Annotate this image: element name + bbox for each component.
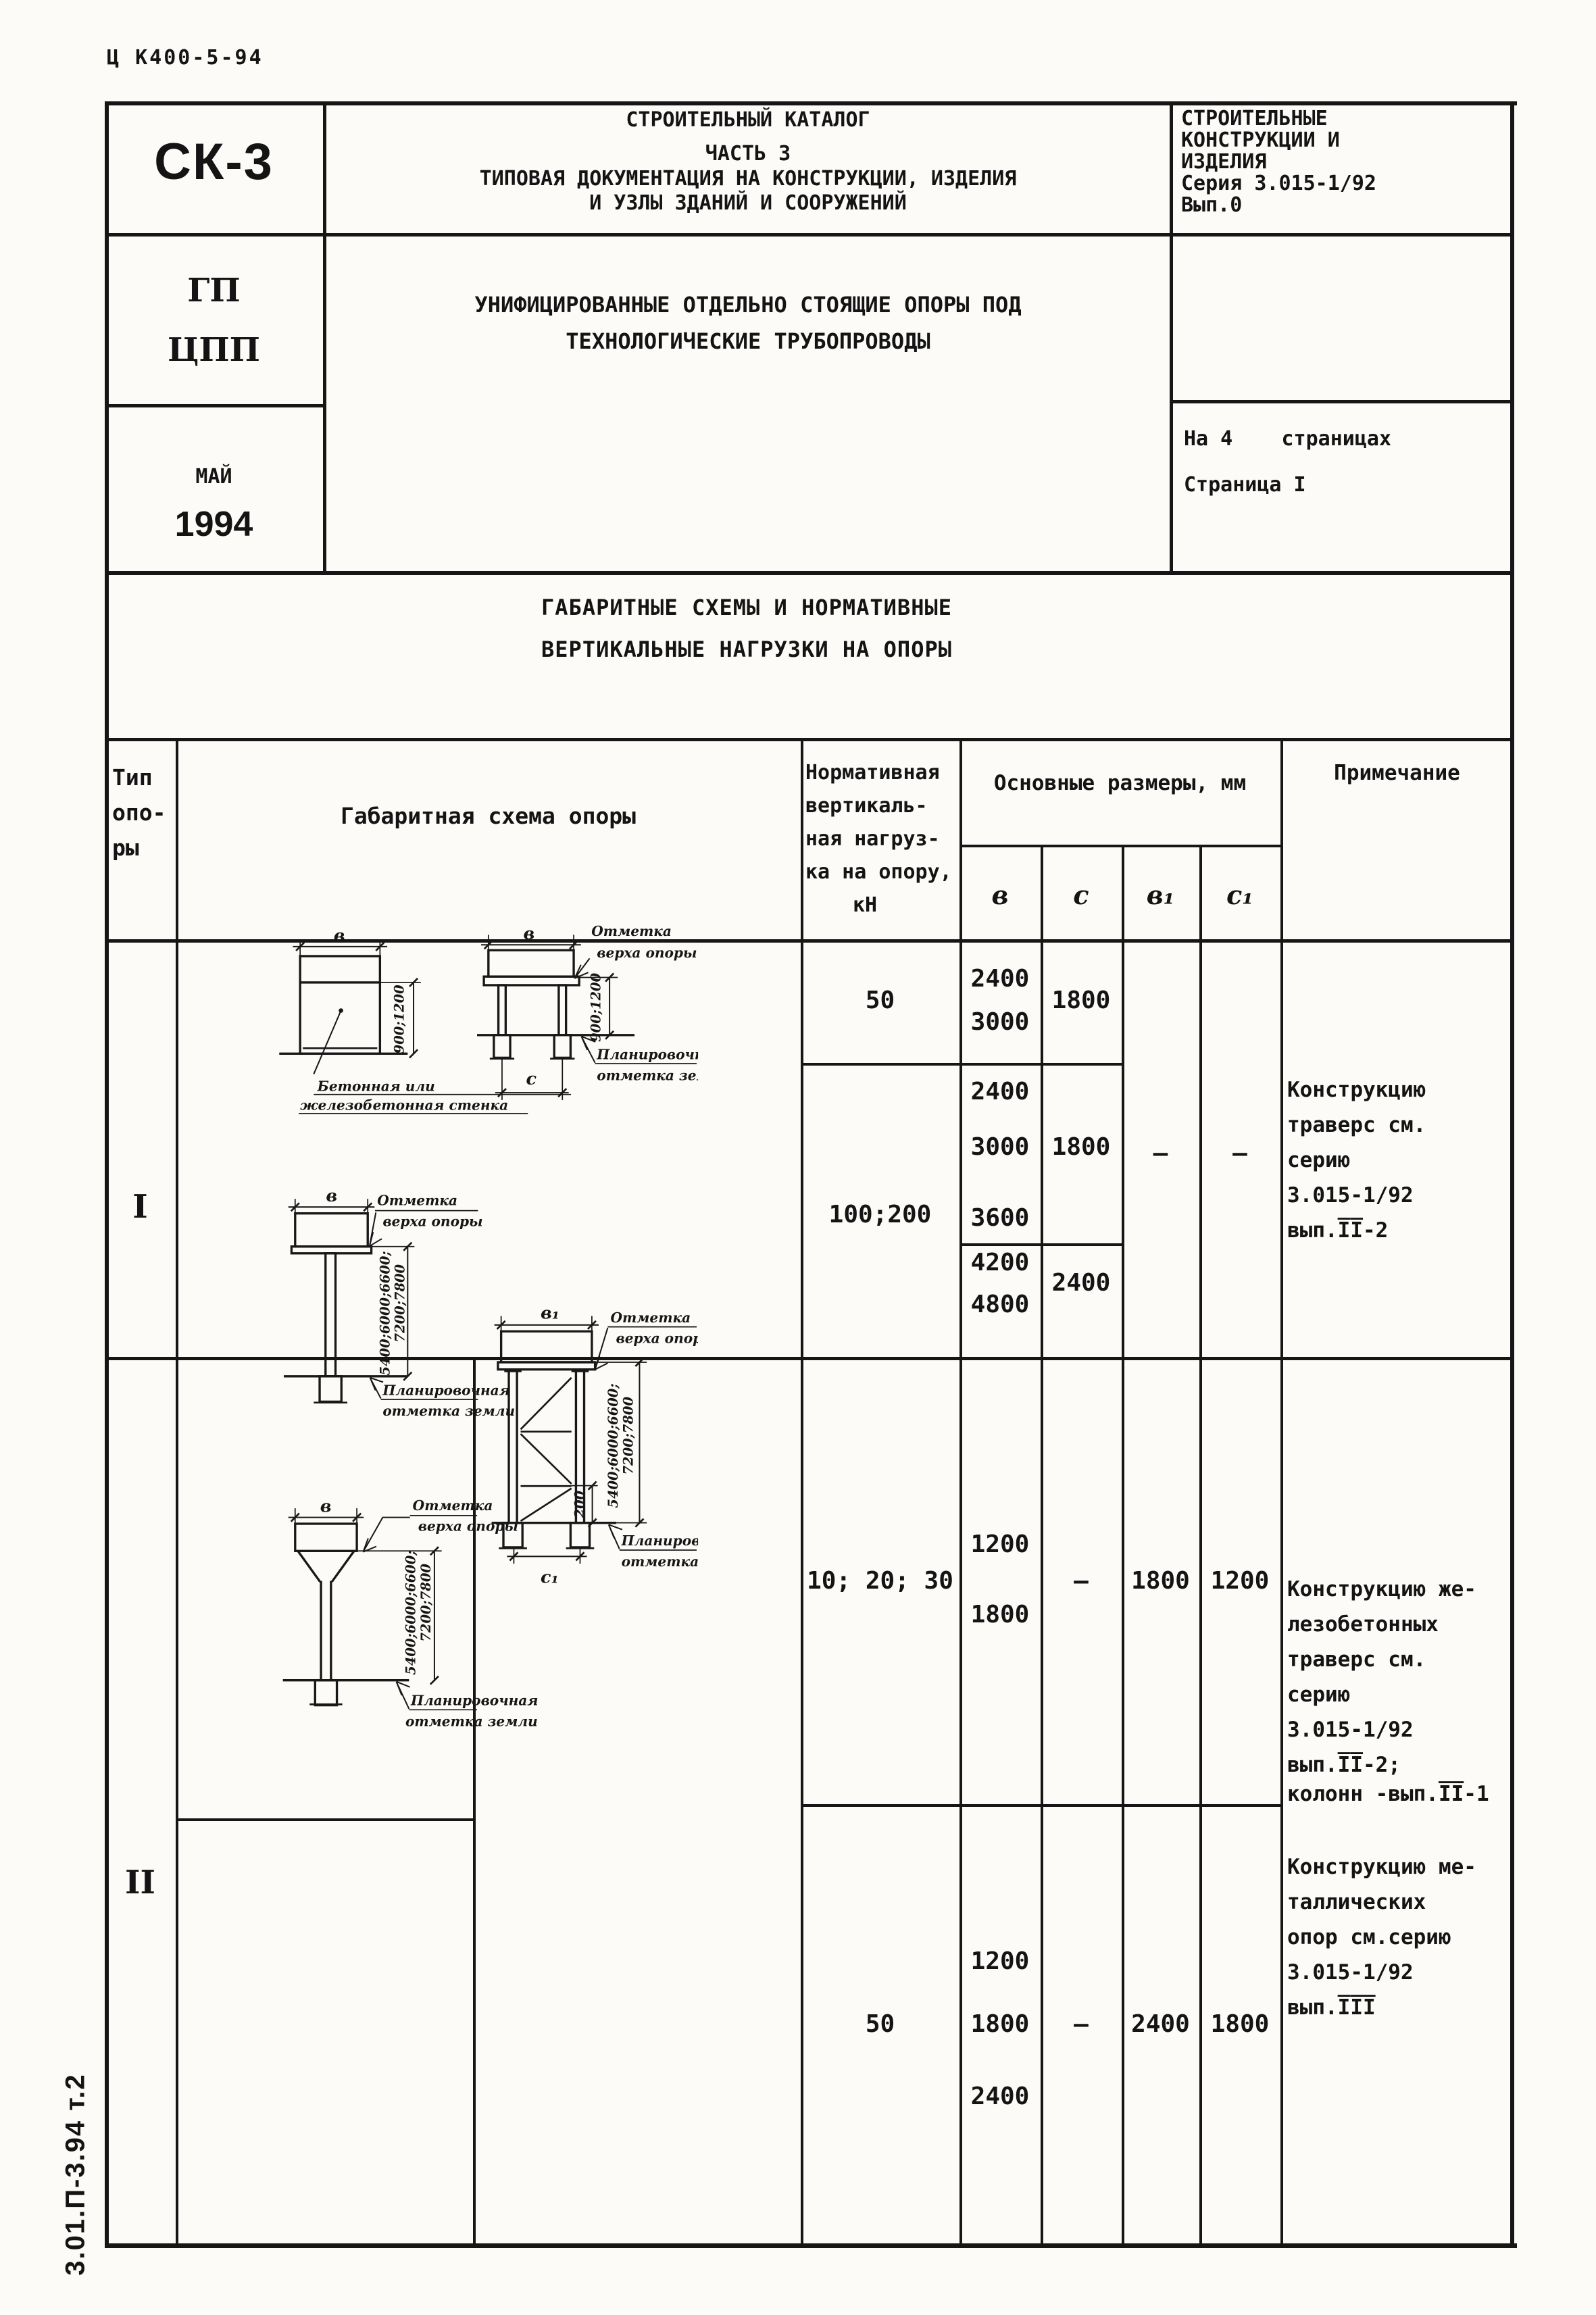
row2-column-support-drawing <box>284 1186 515 1419</box>
header-size-c: с <box>1073 880 1089 910</box>
row2-note2-line: опор см.серию <box>1287 1925 1451 1949</box>
table-border-right <box>1510 101 1514 2248</box>
row2-note2-line: Конструкцию ме- <box>1287 1855 1476 1879</box>
wall-caption-line: железобетонная стенка <box>300 1097 509 1114</box>
row1b-load: 100;200 <box>828 1201 932 1228</box>
row2b-b1-value: 2400 <box>1131 2010 1190 2038</box>
org-line: ГП <box>187 272 241 309</box>
header-type-line: ры <box>112 835 139 861</box>
series-line: Вып.0 <box>1181 193 1243 217</box>
row2-lattice-support-drawing <box>492 1303 754 1587</box>
ground-mark-label: Планировочная <box>621 1533 749 1549</box>
row2-note1-line: траверс см. <box>1287 1647 1426 1672</box>
doc-title-line: ТЕХНОЛОГИЧЕСКИЕ ТРУБОПРОВОДЫ <box>566 328 930 354</box>
row2a-b-value: 1800 <box>970 1601 1030 1628</box>
pages-count: На 4 страницах <box>1184 427 1392 451</box>
row1-frame-support-drawing <box>477 923 729 1100</box>
row1a-c-value: 1800 <box>1051 987 1111 1014</box>
ground-mark-label: Планировочная <box>597 1046 724 1063</box>
header-size-c1: с₁ <box>1226 880 1253 910</box>
height-dim-900-1200: 900;1200 <box>391 985 407 1054</box>
row1b-c-value: 1800 <box>1051 1133 1111 1161</box>
series-line: Серия 3.015-1/92 <box>1181 172 1376 195</box>
series-line: КОНСТРУКЦИИ И <box>1181 128 1340 152</box>
corner-code: Ц К400-5-94 <box>107 46 264 70</box>
page-number: Страница I <box>1184 473 1306 497</box>
row2b-c1-value: 1800 <box>1210 2010 1270 2038</box>
row2b-load: 50 <box>865 2010 895 2038</box>
row1b-b-value: 3600 <box>970 1204 1030 1232</box>
c1-col-divider <box>1280 738 1283 2246</box>
issue-year: 1994 <box>174 505 253 544</box>
header-load-line: ка на опору, <box>805 860 952 884</box>
header-note: Примечание <box>1334 761 1460 785</box>
row2b-b-value: 1800 <box>970 2010 1030 2038</box>
ground-mark-label: Планировочная <box>382 1382 510 1399</box>
row2-note2-line: 3.015-1/92 <box>1287 1960 1414 1985</box>
row2a-b-value: 1200 <box>970 1530 1030 1558</box>
ground-mark-label: отметка земли <box>405 1713 538 1730</box>
series-line: СТРОИТЕЛЬНЫЕ <box>1181 107 1328 130</box>
top-mark-label: верха опоры <box>616 1330 716 1347</box>
dim-b-label: в <box>326 1186 338 1207</box>
table-border-left <box>105 101 109 2248</box>
org-line: ЦПП <box>167 331 261 369</box>
ground-mark-label: Планировочная <box>411 1692 539 1709</box>
row1-note-line: вып.I̅I̅-2 <box>1287 1218 1389 1243</box>
spine-code: 3.01.П-3.94 т.2 <box>60 2073 91 2276</box>
row2-type-label: II <box>125 1864 155 1901</box>
title-block-bottom <box>105 571 1514 575</box>
dim-c-label: с <box>526 1069 537 1090</box>
row2-flared-column-drawing <box>283 1497 539 1730</box>
height-dim-5400-7800: 5400;6000;6600; <box>403 1550 419 1675</box>
ground-mark-label: отметка земли <box>621 1553 754 1570</box>
series-line: ИЗДЕЛИЯ <box>1181 150 1267 174</box>
section-title-line: ВЕРТИКАЛЬНЫЕ НАГРУЗКИ НА ОПОРЫ <box>541 637 952 662</box>
row1a-load: 50 <box>865 987 895 1014</box>
dim-b-label: в <box>523 924 535 945</box>
row1a-b-value: 2400 <box>970 965 1030 993</box>
row2a-load: 10; 20; 30 <box>807 1567 953 1595</box>
row1b-c-value: 2400 <box>1051 1269 1111 1297</box>
dim-c1-label: с₁ <box>541 1567 559 1588</box>
header-load-line: Нормативная <box>805 761 940 785</box>
row1-type-label: I <box>132 1188 148 1226</box>
row1-c1-dash: — <box>1232 1139 1247 1167</box>
dim-b1-label: в₁ <box>541 1303 559 1324</box>
top-mark-label: верха опоры <box>382 1213 483 1230</box>
header-sizes: Основные размеры, мм <box>993 771 1247 795</box>
height-dim-5400-7800: 7200;7800 <box>620 1396 637 1475</box>
row2a-c-dash: — <box>1074 1567 1089 1595</box>
header-load-line: ная нагруз- <box>805 827 940 851</box>
row2-note1-line: 3.015-1/92 <box>1287 1718 1414 1742</box>
row2b-b-value: 2400 <box>970 2083 1030 2110</box>
header-size-b1: в₁ <box>1146 880 1175 910</box>
top-mark-label: Отметка <box>377 1192 458 1209</box>
table-border-top <box>105 101 1517 105</box>
section-title-line: ГАБАРИТНЫЕ СХЕМЫ И НОРМАТИВНЫЕ <box>541 595 952 620</box>
wall-caption-line: Бетонная или <box>317 1078 435 1095</box>
dim-200-label: 200 <box>572 1490 588 1518</box>
top-mark-label: Отметка <box>412 1497 493 1514</box>
catalog-title-line: ЧАСТЬ 3 <box>705 142 791 166</box>
top-mark-label: Отметка <box>610 1309 691 1326</box>
series-col-divider <box>1170 101 1173 574</box>
row1b-b-value: 4800 <box>970 1291 1030 1318</box>
row1b-b-value: 3000 <box>970 1133 1030 1161</box>
dim-b-label: в <box>333 925 345 946</box>
row2-note1-line: серию <box>1287 1683 1351 1707</box>
row1-note-line: Конструкцию <box>1287 1078 1426 1102</box>
row1-note-line: траверс см. <box>1287 1113 1426 1137</box>
row1-note-line: серию <box>1287 1148 1351 1172</box>
support-schematics-canvas <box>176 738 801 2246</box>
header-size-b: в <box>991 880 1009 910</box>
row2b-b-value: 1200 <box>970 1947 1030 1975</box>
height-dim-5400-7800: 5400;6000;6600; <box>377 1251 393 1376</box>
height-dim-900-1200: 900;1200 <box>588 972 604 1042</box>
row2-note2-line: таллических <box>1287 1890 1426 1914</box>
row2-note1-line: Конструкцию же- <box>1287 1577 1476 1601</box>
dim-b-label: в <box>320 1496 332 1517</box>
top-mark-label: Отметка <box>591 922 672 939</box>
title-row-divider <box>105 233 1514 237</box>
catalog-code: СК-3 <box>154 133 274 191</box>
height-dim-5400-7800: 5400;6000;6600; <box>605 1383 622 1508</box>
row1b-b-value: 2400 <box>970 1078 1030 1105</box>
header-type-line: Тип <box>112 764 153 791</box>
row2a-c1-value: 1200 <box>1210 1567 1270 1595</box>
row2-note1-line: лезобетонных <box>1287 1612 1439 1637</box>
row1-subrow-divider <box>801 1063 1124 1066</box>
height-dim-5400-7800: 7200;7800 <box>392 1264 408 1343</box>
header-load-line: кН <box>853 893 878 917</box>
top-mark-label: верха опоры <box>597 944 697 961</box>
top-mark-label: верха опоры <box>418 1518 518 1535</box>
ground-mark-label: отметка земли <box>382 1403 516 1420</box>
issue-month: МАЙ <box>195 465 232 489</box>
row2-note1-line: колонн -вып.I̅I̅-1 <box>1287 1782 1489 1806</box>
header-schema: Габаритная схема опоры <box>340 803 637 829</box>
row2-note2-line: вып.I̅I̅I̅ <box>1287 1995 1376 2020</box>
row2-note1-line: вып.I̅I̅-2; <box>1287 1753 1401 1777</box>
height-dim-5400-7800: 7200;7800 <box>418 1564 434 1642</box>
catalog-title-line: И УЗЛЫ ЗДАНИЙ И СООРУЖЕНИЙ <box>589 191 907 215</box>
catalog-title-line: ТИПОВАЯ ДОКУМЕНТАЦИЯ НА КОНСТРУКЦИИ, ИЗДЕЛИЯ <box>479 167 1017 191</box>
row1a-b-value: 3000 <box>970 1008 1030 1036</box>
row1-b1-dash: — <box>1153 1139 1168 1167</box>
ground-mark-label: отметка земли <box>597 1067 730 1084</box>
row1-note-line: 3.015-1/92 <box>1287 1183 1414 1208</box>
doc-title-line: УНИФИЦИРОВАННЫЕ ОТДЕЛЬНО СТОЯЩИЕ ОПОРЫ ПОД <box>474 292 1022 318</box>
catalog-title-line: СТРОИТЕЛЬНЫЙ КАТАЛОГ <box>626 108 870 132</box>
right-col-divider <box>1170 400 1514 403</box>
row2a-b1-value: 1800 <box>1131 1567 1190 1595</box>
row1b-b-value: 4200 <box>970 1249 1030 1276</box>
header-type-line: опо- <box>112 799 166 826</box>
left-col-divider <box>105 404 326 407</box>
header-load-line: вертикаль- <box>805 794 928 818</box>
row2b-c-dash: — <box>1074 2010 1089 2038</box>
